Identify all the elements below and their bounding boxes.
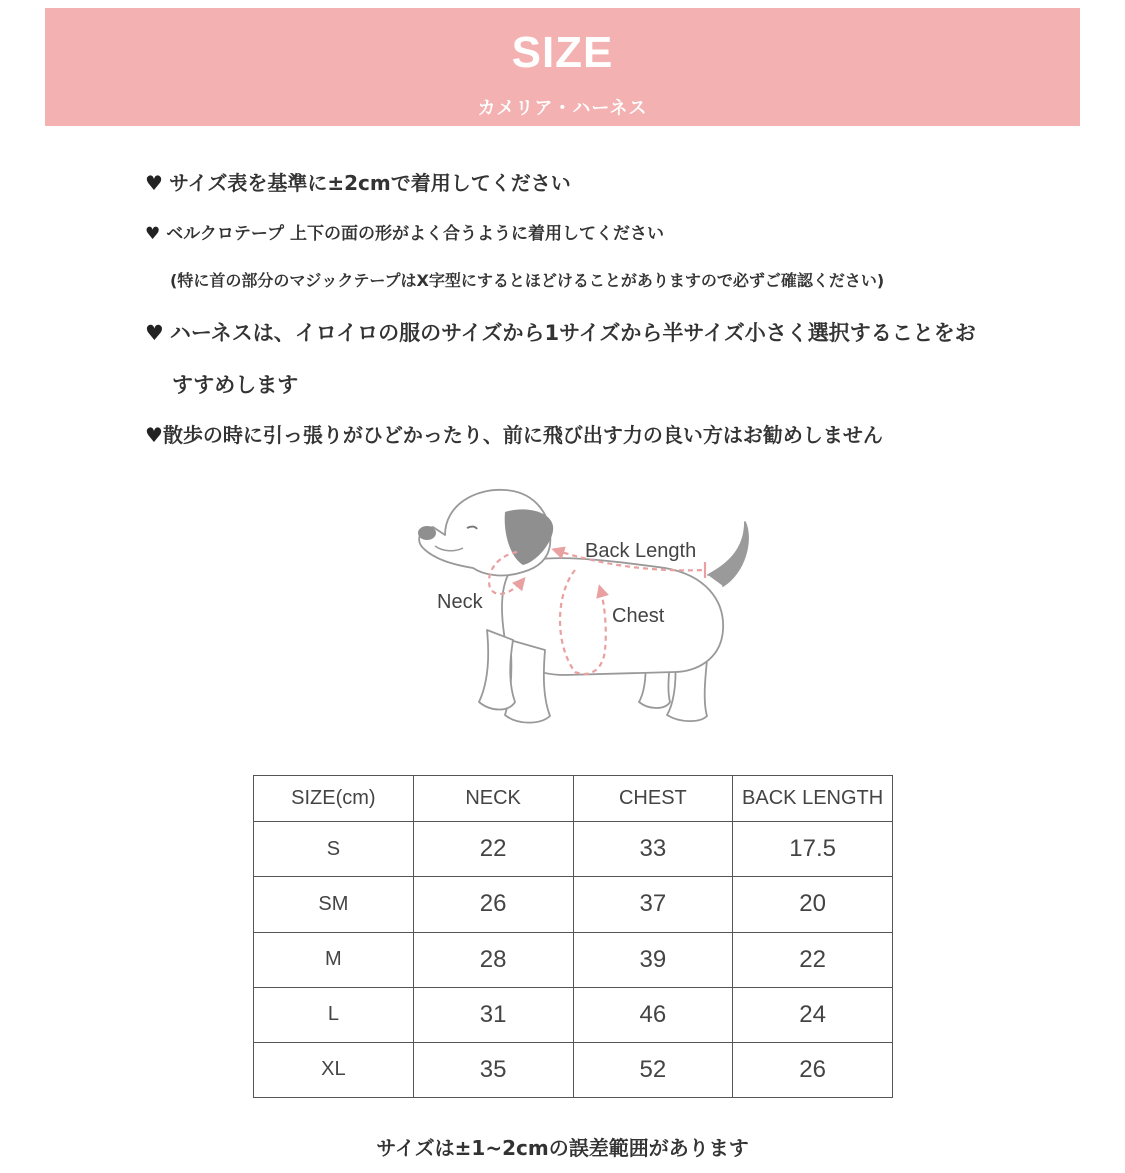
size-table bbox=[253, 775, 893, 1098]
note-3-text: ハーネスは、イロイロの服のサイズから1サイズから半サイズ小さく選択することをお bbox=[169, 321, 976, 345]
chest-cell: 33 bbox=[573, 822, 733, 877]
table-row bbox=[254, 1042, 893, 1097]
heart-icon: ♥ bbox=[145, 423, 163, 447]
dog-nose bbox=[418, 526, 436, 540]
table-header-cell: SIZE(cm) bbox=[254, 776, 414, 822]
heart-icon: ♥ bbox=[145, 321, 164, 345]
neck-cell: 35 bbox=[413, 1042, 573, 1097]
heart-icon: ♥ bbox=[145, 171, 163, 195]
table-row bbox=[254, 822, 893, 877]
back-length-cell: 17.5 bbox=[733, 822, 893, 877]
size-cell: SM bbox=[254, 877, 414, 932]
neck-cell: 22 bbox=[413, 822, 573, 877]
dog-front-leg bbox=[479, 630, 515, 710]
tolerance-note: サイズは±1~2cmの誤差範囲があります bbox=[376, 1136, 749, 1160]
note-3-continued: すすめします bbox=[172, 373, 299, 397]
neck-cell: 26 bbox=[413, 877, 573, 932]
page-title: SIZE bbox=[511, 28, 614, 77]
note-1 bbox=[145, 167, 571, 196]
back-length-cell: 26 bbox=[733, 1042, 893, 1097]
size-cell: L bbox=[254, 987, 414, 1042]
back-length-cell: 20 bbox=[733, 877, 893, 932]
size-cell: XL bbox=[254, 1042, 414, 1097]
note-1-text: サイズ表を基準に±2cmで着用してください bbox=[168, 171, 571, 195]
product-name: カメリア・ハーネス bbox=[477, 98, 648, 119]
neck-label: Neck bbox=[437, 591, 483, 613]
note-2 bbox=[145, 219, 664, 244]
table-row bbox=[254, 877, 893, 932]
table-header-row bbox=[254, 776, 893, 822]
size-cell: S bbox=[254, 822, 414, 877]
neck-cell: 31 bbox=[413, 987, 573, 1042]
back-length-cell: 24 bbox=[733, 987, 893, 1042]
back-length-label: Back Length bbox=[585, 540, 697, 562]
table-header-cell: NECK bbox=[413, 776, 573, 822]
table-header-cell: BACK LENGTH bbox=[733, 776, 893, 822]
chest-cell: 39 bbox=[573, 932, 733, 987]
back-length-cell: 22 bbox=[733, 932, 893, 987]
note-4-text: 散歩の時に引っ張りがひどかったり、前に飛び出す力の良い方はお勧めしません bbox=[162, 423, 883, 447]
size-cell: M bbox=[254, 932, 414, 987]
chest-cell: 37 bbox=[573, 877, 733, 932]
note-2-text: ベルクロテープ 上下の面の形がよく合うように着用してください bbox=[166, 224, 664, 244]
note-4 bbox=[145, 419, 883, 448]
note-2-detail: (特に首の部分のマジックテープはX字型にするとほどけることがありますので必ずご確認ください) bbox=[170, 271, 885, 290]
heart-icon: ♥ bbox=[145, 224, 161, 244]
note-3 bbox=[145, 317, 976, 347]
dog-measurement-diagram bbox=[405, 480, 765, 750]
chest-cell: 52 bbox=[573, 1042, 733, 1097]
dog-tail bbox=[708, 522, 748, 586]
chest-cell: 46 bbox=[573, 987, 733, 1042]
table-row bbox=[254, 987, 893, 1042]
table-row bbox=[254, 932, 893, 987]
neck-cell: 28 bbox=[413, 932, 573, 987]
table-header-cell: CHEST bbox=[573, 776, 733, 822]
title-banner bbox=[45, 8, 1080, 126]
chest-label: Chest bbox=[612, 605, 665, 627]
